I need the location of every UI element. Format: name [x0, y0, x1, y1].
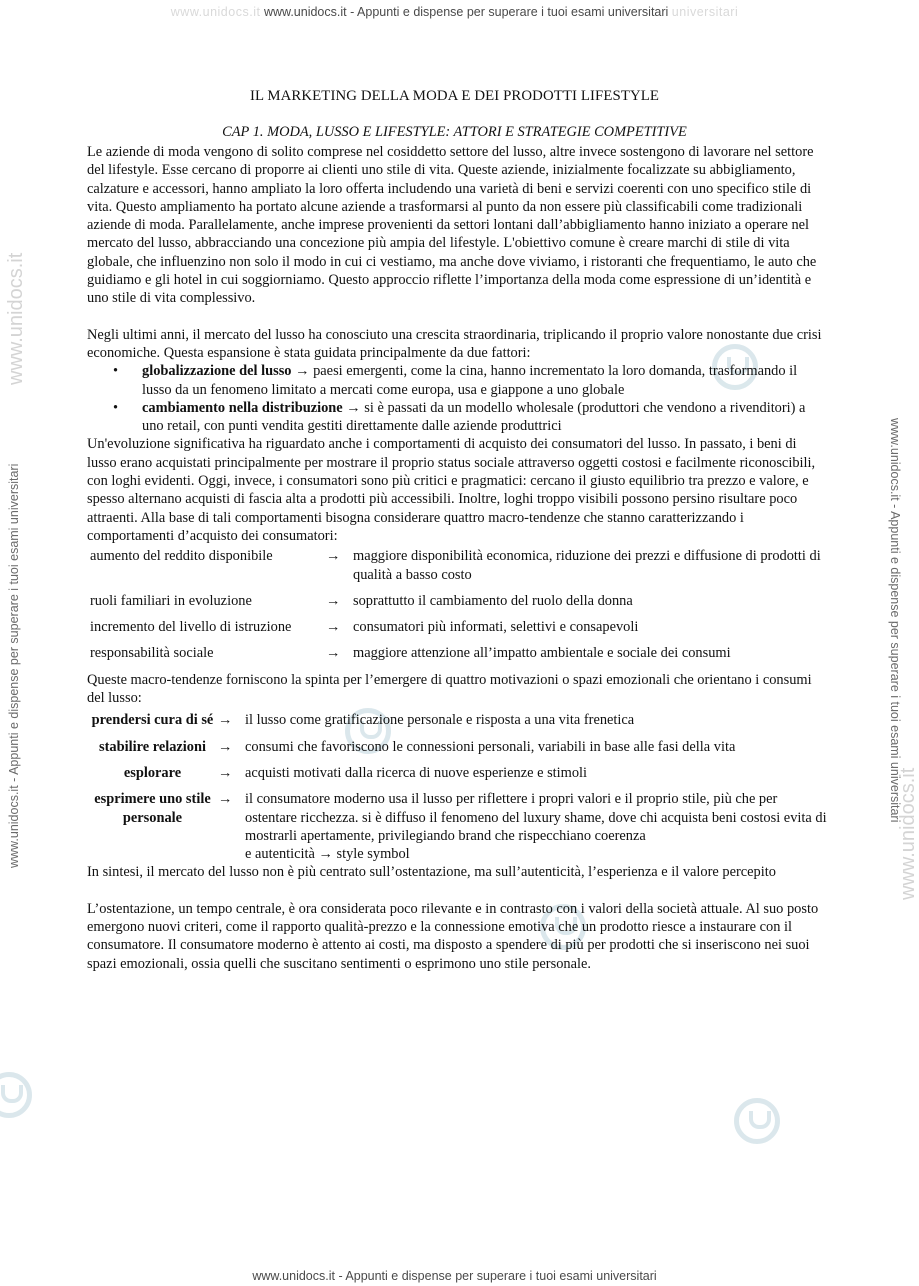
watermark-banner-bottom: www.unidocs.it - Appunti e dispense per superare i tuoi esami universitari	[252, 1269, 657, 1283]
arrow-icon: →	[326, 619, 341, 636]
unidocs-logo-icon	[0, 1072, 32, 1118]
arrow-icon: →	[218, 738, 233, 755]
document-body	[87, 143, 827, 973]
motivation-description: il lusso come gratificazione personale e risposta a una vita frenetica	[245, 712, 635, 729]
table-row	[87, 764, 827, 790]
table-row	[87, 790, 827, 863]
table-row	[87, 711, 827, 737]
arrow-icon: →	[326, 645, 341, 662]
trend-label: ruoli familiari in evoluzione	[90, 592, 252, 609]
factor-term: globalizzazione del lusso	[142, 363, 292, 380]
factor-text: → paesi emergenti, come la cina, hanno incrementato la loro domanda, trasformando il lusso da un fenomeno limitato a mercati come europa, usa e giappone a uno globale	[142, 363, 798, 398]
watermark-ghost-left: www.unidocs.it	[170, 5, 261, 19]
trend-description: consumatori più informati, selettivi e consapevoli	[353, 619, 639, 636]
motivation-label: prendersi cura di sé	[91, 712, 214, 729]
paragraph-conclusion: L’ostentazione, un tempo centrale, è ora considerata poco rilevante e in contrasto con i valori della società attuale. Al suo posto emergono nuovi criteri, come il rapporto qualità-prezzo e la connessione emotiva che un prodotto riesce a instaurare con il consumatore. Il consumatore moderno è attento ai costi, ma disposto a spendere di più per prodotti che si inseriscono nei suoi spazi emozionali, ossia quelli che suscitano sentimenti o esprimono uno stile personale.	[87, 900, 819, 972]
macro-trends-table	[87, 547, 827, 670]
factor-term: cambiamento nella distribuzione	[142, 399, 343, 416]
watermark-side-left: www.unidocs.it - Appunti e dispense per superare i tuoi esami universitari	[7, 463, 21, 868]
trend-label: aumento del reddito disponibile	[90, 548, 273, 565]
chapter-heading: CAP 1. MODA, LUSSO E LIFESTYLE: ATTORI E STRATEGIE COMPETITIVE	[222, 124, 687, 140]
factor-list	[87, 362, 827, 435]
motivation-description-text: il consumatore moderno usa il lusso per riflettere i propri valori e il proprio stile, più che per ostentare ricchezza. si è diffuso il fenomeno del luxury shame, dove chi acquista beni costosi evita di mostrarli apertamente, privilegiando brand che rispecchiano coerenza	[245, 791, 827, 844]
watermark-bottom	[0, 1268, 909, 1284]
paragraph-motivations: Queste macro-tendenze forniscono la spinta per l’emergere di quattro motivazioni o spazi emozionali che orientano i consumi del lusso:	[87, 671, 812, 707]
motivations-table	[87, 711, 827, 863]
motivation-label: stabilire relazioni	[99, 738, 206, 755]
trend-description: soprattutto il cambiamento del ruolo della donna	[353, 592, 633, 609]
motivation-description	[245, 790, 827, 863]
list-item	[87, 362, 827, 399]
table-row	[87, 644, 827, 670]
table-row	[87, 592, 827, 618]
watermark-ghost-right: universitari	[671, 5, 739, 19]
watermark-banner-top: www.unidocs.it - Appunti e dispense per superare i tuoi esami universitari	[263, 5, 669, 19]
motivation-label: esprimere uno stile personale	[94, 791, 211, 826]
table-row	[87, 618, 827, 644]
watermark-ghost-side-right: www.unidocs.it	[897, 767, 919, 900]
arrow-icon: →	[218, 712, 233, 729]
paragraph-growth: Negli ultimi anni, il mercato del lusso ha conosciuto una crescita straordinaria, triplicando il proprio valore nonostante due crisi economiche. Questa espansione è stata guidata principalmente da due fattori:	[87, 326, 822, 361]
list-item	[87, 399, 827, 436]
watermark-ghost-side-left: www.unidocs.it	[5, 252, 27, 385]
paragraph-consumer-behaviour: Un'evoluzione significativa ha riguardato anche i comportamenti di acquisto dei consumatori del lusso. In passato, i beni di lusso erano acquistati principalmente per mostrare il proprio status sociale attraverso oggetti costosi e facilmente riconoscibili, con loghi evidenti. Oggi, invece, i consumatori sono più critici e pragmatici: cercano il giusto equilibrio tra prezzo e valore, e spesso alternano acquisti di fascia alta a prodotti più accessibili. Inoltre, loghi troppo visibili possono persino risultare poco attraenti. Alla base di tali comportamenti bisogna considerare quattro macro-tendenze che stanno caratterizzando i comportamenti d’acquisto dei consumatori:	[87, 436, 816, 544]
arrow-icon: →	[326, 548, 341, 565]
arrow-icon: →	[218, 791, 233, 808]
motivation-description: acquisti motivati dalla ricerca di nuove esperienze e stimoli	[245, 764, 588, 781]
trend-description: maggiore disponibilità economica, riduzione dei prezzi e diffusione di prodotti di qualità a basso costo	[353, 548, 821, 583]
factor-text: → si è passati da un modello wholesale (produttori che vendono a rivenditori) a uno retail, con punti vendita gestiti direttamente dalle aziende produttrici	[142, 399, 806, 435]
table-row	[87, 547, 827, 592]
trend-label: responsabilità sociale	[90, 645, 214, 662]
motivation-description: consumi che favoriscono le connessioni personali, variabili in base alle fasi della vita	[245, 738, 736, 755]
trend-label: incremento del livello di istruzione	[90, 619, 292, 636]
paragraph-intro: Le aziende di moda vengono di solito comprese nel cosiddetto settore del lusso, altre invece sostengono di lavorare nel settore del lifestyle. Esse cercano di proporre ai clienti uno stile di vita. Queste aziende, inizialmente focalizzate su abbigliamento, calzature e accessori, hanno ampliato la loro offerta includendo una varietà di beni e servizi coerenti con uno specifico stile di vita. Questo ampliamento ha portato alcune aziende a trasformarsi al punto da non essere più classificabili come tradizionali aziende di moda. Parallelamente, anche imprese provenienti da settori lontani dall’abbigliamento hanno iniziato a operare nel mercato del lusso, abbracciando una concezione più ampia del lifestyle. L'obiettivo comune è creare marchi di stile di vita globale, che influenzino non solo il modo in cui ci vestiamo, ma anche dove viviamo, i ristoranti che frequentiamo, le auto che guidiamo e gli hotel in cui soggiorniamo. Questo approccio riflette l’importanza della moda come espressione di un’identità e uno stile di vita complessivo.	[87, 144, 817, 307]
arrow-icon: →	[218, 764, 233, 781]
document-title: IL MARKETING DELLA MODA E DEI PRODOTTI LIFESTYLE	[249, 88, 660, 104]
motivation-label: esplorare	[123, 764, 182, 781]
table-row	[87, 738, 827, 764]
arrow-icon: →	[326, 592, 341, 609]
paragraph-summary: In sintesi, il mercato del lusso non è più centrato sull’ostentazione, ma sull’autenticità, l’esperienza e il valore percepito	[87, 864, 776, 881]
unidocs-logo-icon	[734, 1098, 780, 1144]
watermark-side-right: www.unidocs.it - Appunti e dispense per superare i tuoi esami universitari	[888, 418, 902, 823]
trend-description: maggiore attenzione all’impatto ambientale e sociale dei consumi	[353, 645, 731, 662]
motivation-description-continuation: e autenticità → style symbol	[245, 846, 410, 863]
watermark-top	[0, 4, 909, 20]
